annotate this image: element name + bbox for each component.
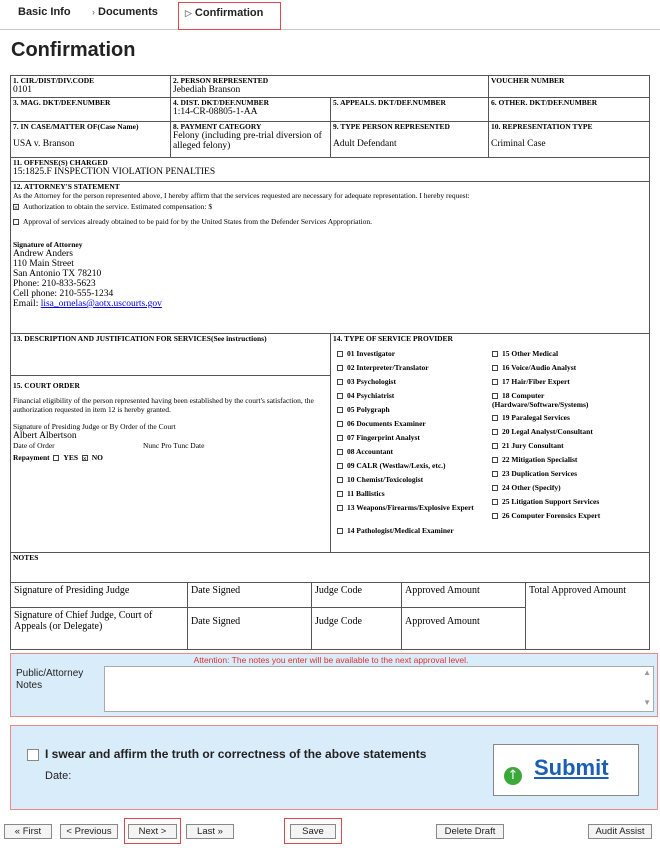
checkbox-icon	[53, 455, 59, 461]
service-option-label: 09 CALR (Westlaw/Lexis, etc.)	[347, 461, 446, 470]
form-notes	[11, 553, 649, 583]
service-option[interactable]	[492, 349, 642, 358]
service-option[interactable]	[492, 469, 642, 478]
field-15	[11, 376, 331, 553]
field-label: VOUCHER NUMBER	[491, 76, 565, 85]
total-approved-amount: Total Approved Amount	[529, 585, 627, 596]
field-value: USA v. Branson	[13, 139, 75, 149]
field-14	[331, 334, 649, 553]
field-label: 7. IN CASE/MATTER OF(Case Name)	[13, 122, 139, 131]
service-option-label: 06 Documents Examiner	[347, 419, 426, 428]
service-option[interactable]	[492, 497, 642, 506]
service-option-label: 17 Hair/Fiber Expert	[502, 377, 570, 386]
scroll-up-icon[interactable]: ▲	[643, 668, 651, 677]
attorney-address-2: San Antonio TX 78210	[13, 269, 102, 279]
checkbox-icon	[13, 219, 19, 225]
field-label: 2. PERSON REPRESENTED	[173, 76, 269, 85]
first-button[interactable]: « First	[4, 824, 52, 839]
checkbox-icon	[492, 471, 498, 477]
field-label: 5. APPEALS. DKT/DEF.NUMBER	[333, 98, 446, 107]
field-2	[171, 76, 489, 98]
checkbox-icon	[492, 365, 498, 371]
page-title: Confirmation	[11, 39, 136, 61]
field-value: Jebediah Branson	[173, 85, 241, 95]
service-option-label: 22 Mitigation Specialist	[502, 455, 578, 464]
checkbox-icon	[337, 449, 343, 455]
field-12	[11, 182, 649, 334]
checkbox-icon	[492, 457, 498, 463]
attorney-address-1: 110 Main Street	[13, 259, 74, 269]
tab-bar	[0, 0, 660, 30]
arrow-up-icon: ↑	[504, 767, 522, 785]
field-label: 8. PAYMENT CATEGORY	[173, 122, 262, 131]
field-1	[11, 76, 171, 98]
service-option-label: 08 Accountant	[347, 447, 394, 456]
service-option-label: 23 Duplication Services	[502, 469, 577, 478]
checkbox-icon	[337, 477, 343, 483]
approval-option-label: Approval of services already obtained to be paid for by the United States from the Defender Services Appropriation.	[23, 217, 373, 226]
field-label: 13. DESCRIPTION AND JUSTIFICATION FOR SERVICES(See instructions)	[13, 334, 267, 343]
checkbox-icon	[337, 393, 343, 399]
service-option[interactable]	[492, 511, 642, 520]
service-option[interactable]	[337, 526, 487, 535]
delete-draft-button[interactable]: Delete Draft	[436, 824, 504, 839]
checkbox-icon	[492, 351, 498, 357]
judge-name: Albert Albertson	[13, 431, 77, 441]
checkbox-icon	[492, 393, 498, 399]
service-option[interactable]	[337, 489, 487, 498]
judge-signature-label: Signature of Presiding Judge or By Order of the Court	[13, 422, 176, 431]
checkbox-icon	[492, 485, 498, 491]
notes-label: Public/Attorney Notes	[16, 668, 84, 691]
checkbox-icon	[492, 499, 498, 505]
audit-assist-button[interactable]: Audit Assist	[588, 824, 652, 839]
approval-cell: Date Signed	[188, 608, 312, 650]
checkbox-icon	[337, 351, 343, 357]
swear-checkbox[interactable]	[27, 749, 39, 761]
attorney-signature-label: Signature of Attorney	[13, 240, 83, 249]
service-option[interactable]	[337, 503, 487, 512]
field-label: 14. TYPE OF SERVICE PROVIDER	[333, 334, 453, 343]
attorney-phone: Phone: 210-833-5623	[13, 279, 96, 289]
last-button[interactable]: Last »	[186, 824, 234, 839]
service-option[interactable]	[337, 377, 487, 386]
service-option-label: 03 Psychologist	[347, 377, 396, 386]
service-option-label: 24 Other (Specify)	[502, 483, 561, 492]
field-label: 3. MAG. DKT/DEF.NUMBER	[13, 98, 111, 107]
submit-label: Submit	[534, 755, 609, 780]
notes-panel	[10, 653, 658, 717]
service-option[interactable]	[337, 349, 487, 358]
attorney-name: Andrew Anders	[13, 249, 73, 259]
service-option[interactable]	[492, 441, 642, 450]
repayment-yes-label: YES	[63, 453, 79, 462]
service-option-label: 21 Jury Consultant	[502, 441, 564, 450]
field-label: 11. OFFENSE(S) CHARGED	[13, 158, 108, 167]
service-option[interactable]	[492, 377, 642, 386]
field-label: NOTES	[13, 553, 39, 562]
checkbox-icon	[492, 415, 498, 421]
repayment-row	[13, 453, 328, 462]
approval-cell: Signature of Presiding Judge	[11, 583, 188, 608]
swear-panel	[10, 725, 658, 810]
field-value: 1:14-CR-08805-1-AA	[173, 107, 258, 117]
checkbox-icon	[337, 421, 343, 427]
service-option[interactable]	[337, 475, 487, 484]
date-label: Date:	[45, 770, 72, 782]
repayment-label: Repayment	[13, 453, 50, 462]
service-option-label: 15 Other Medical	[502, 349, 559, 358]
field-value: 0101	[13, 85, 32, 95]
save-button[interactable]: Save	[290, 824, 336, 839]
service-option[interactable]	[337, 391, 487, 400]
checkbox-icon	[337, 505, 343, 511]
service-option-label: 11 Ballistics	[347, 489, 385, 498]
play-icon: ▷	[185, 8, 192, 18]
field-5	[331, 98, 489, 122]
field-3	[11, 98, 171, 122]
checkbox-icon	[337, 365, 343, 371]
checkbox-icon	[337, 528, 343, 534]
court-order-text: Financial eligibility of the person represented having been established by the court's satisfaction, the authorization requested in item 12 is hereby granted.	[13, 396, 314, 414]
tab-confirmation[interactable]	[178, 2, 281, 30]
checkbox-icon	[337, 491, 343, 497]
service-option[interactable]	[492, 427, 642, 436]
field-value: Adult Defendant	[333, 139, 397, 149]
checkbox-checked-icon	[13, 204, 19, 210]
service-option[interactable]	[337, 363, 487, 372]
repayment-no-label: NO	[91, 453, 104, 462]
checkbox-icon	[337, 463, 343, 469]
date-of-order-row	[13, 441, 328, 450]
checkbox-checked-icon	[82, 455, 88, 461]
checkbox-icon	[492, 429, 498, 435]
field-8	[171, 122, 331, 158]
service-option-label: 18 Computer (Hardware/Software/Systems)	[492, 391, 589, 409]
field-4	[171, 98, 331, 122]
approval-cell: Approved Amount	[402, 608, 526, 650]
notes-warning: Attention: The notes you enter will be available to the next approval level.	[193, 655, 469, 665]
field-value: 15:1825.F INSPECTION VIOLATION PENALTIES	[13, 167, 216, 177]
tab-documents[interactable]	[92, 6, 158, 18]
service-option-label: 25 Litigation Support Services	[502, 497, 600, 506]
service-option[interactable]	[492, 483, 642, 492]
email-label: Email:	[13, 299, 39, 309]
checkbox-icon	[337, 379, 343, 385]
notes-input[interactable]	[104, 666, 654, 712]
service-option[interactable]	[337, 433, 487, 442]
date-of-order-label: Date of Order	[13, 441, 55, 450]
authorization-option-label: Authorization to obtain the service. Estimated compensation: $	[23, 202, 213, 211]
field-label: 10. REPRESENTATION TYPE	[491, 122, 593, 131]
service-option-label: 16 Voice/Audio Analyst	[502, 363, 577, 372]
tab-confirmation-label: Confirmation	[194, 7, 264, 19]
checkbox-icon	[492, 379, 498, 385]
service-option-label: 01 Investigator	[347, 349, 396, 358]
service-option-label: 04 Psychiatrist	[347, 391, 395, 400]
field-6	[489, 98, 649, 122]
checkbox-icon	[492, 443, 498, 449]
field-value: Felony (including pre-trial diversion of alleged felony)	[173, 131, 322, 151]
nunc-pro-tunc-label: Nunc Pro Tunc Date	[143, 441, 205, 450]
approval-cell: Date Signed	[188, 583, 312, 608]
approval-cell: Signature of Chief Judge, Court of Appeals (or Delegate)	[11, 608, 188, 650]
next-button[interactable]: Next >	[128, 824, 177, 839]
approval-option	[13, 217, 647, 226]
field-value: Criminal Case	[491, 139, 546, 149]
field-7	[11, 122, 171, 158]
approval-cell: Judge Code	[312, 583, 402, 608]
service-option[interactable]	[492, 455, 642, 464]
checkbox-icon	[337, 435, 343, 441]
service-option-label: 19 Paralegal Services	[502, 413, 570, 422]
field-label: 15. COURT ORDER	[13, 381, 80, 390]
chevron-right-icon: ›	[92, 7, 95, 17]
swear-statement: I swear and affirm the truth or correctness of the above statements	[45, 747, 427, 761]
service-option[interactable]	[492, 363, 642, 372]
field-label: 9. TYPE PERSON REPRESENTED	[333, 122, 450, 131]
tab-documents-label: Documents	[98, 6, 158, 18]
service-option-label: 26 Computer Forensics Expert	[502, 511, 601, 520]
authorization-option	[13, 202, 647, 211]
service-option[interactable]	[492, 391, 642, 409]
service-option-label: 07 Fingerprint Analyst	[347, 433, 420, 442]
service-option[interactable]	[337, 419, 487, 428]
field-13	[11, 334, 331, 376]
field-10	[489, 122, 649, 158]
field-9	[331, 122, 489, 158]
service-option-label: 05 Polygraph	[347, 405, 390, 414]
field-label: 12. ATTORNEY'S STATEMENT	[13, 182, 120, 191]
approval-cell: Approved Amount	[402, 583, 526, 608]
service-option[interactable]	[492, 413, 642, 422]
service-option[interactable]	[337, 447, 487, 456]
submit-button[interactable]	[493, 744, 639, 796]
attorney-intro-text: As the Attorney for the person represented above, I hereby affirm that the services requested are necessary for adequate representation. I hereby request:	[13, 191, 470, 200]
service-option-label: 10 Chemist/Toxicologist	[347, 475, 424, 484]
field-label: 6. OTHER. DKT/DEF.NUMBER	[491, 98, 598, 107]
checkbox-icon	[337, 407, 343, 413]
service-option[interactable]	[337, 461, 487, 470]
tab-basic-info[interactable]	[18, 6, 71, 18]
service-option-label: 02 Interpreter/Translator	[347, 363, 429, 372]
field-label: 1. CIR./DIST/DIV.CODE	[13, 76, 95, 85]
tab-basic-info-label: Basic Info	[18, 6, 71, 18]
previous-button[interactable]: < Previous	[60, 824, 118, 839]
service-option-label: 14 Pathologist/Medical Examiner	[347, 526, 454, 535]
service-provider-options	[331, 334, 649, 553]
service-option-label: 13 Weapons/Firearms/Explosive Expert	[347, 503, 474, 512]
field-voucher	[489, 76, 649, 98]
service-option-label: 20 Legal Analyst/Consultant	[502, 427, 593, 436]
field-label: 4. DIST. DKT/DEF.NUMBER	[173, 98, 270, 107]
checkbox-icon	[492, 513, 498, 519]
field-11	[11, 158, 649, 182]
approval-cell: Judge Code	[312, 608, 402, 650]
service-option[interactable]	[337, 405, 487, 414]
cja-form	[10, 75, 650, 650]
attorney-cell: Cell phone: 210-555-1234	[13, 289, 114, 299]
scroll-down-icon[interactable]: ▼	[643, 698, 651, 707]
attorney-email-link[interactable]: lisa_ornelas@aotx.uscourts.gov	[40, 299, 162, 309]
